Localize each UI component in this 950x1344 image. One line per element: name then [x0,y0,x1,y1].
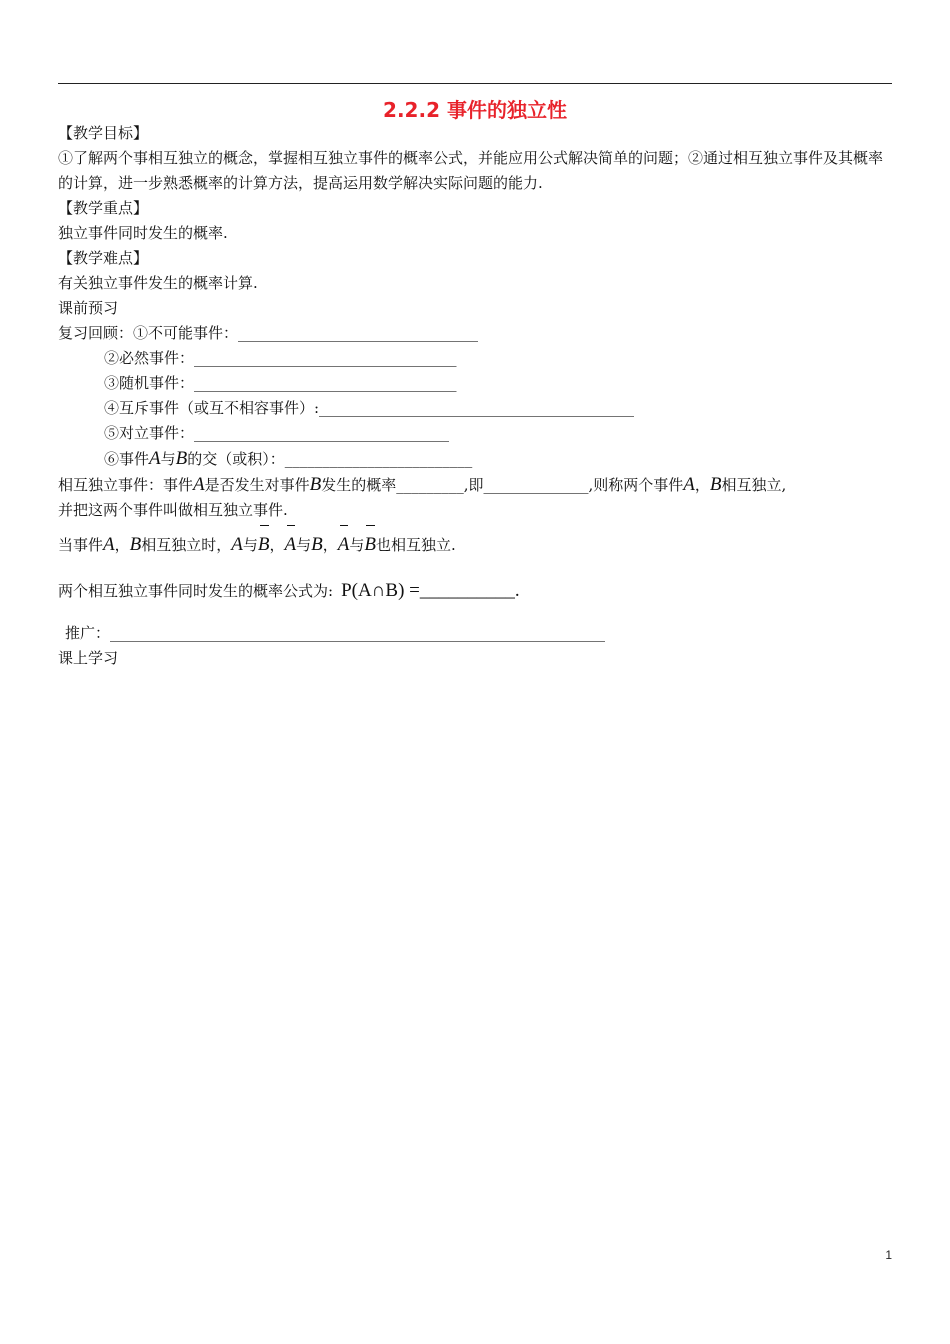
definition-mid1: 是否发生对事件 [204,476,310,494]
definition-sep: ， [694,476,710,494]
document-body [58,121,894,671]
variable-a: A [231,534,243,555]
variable-a-complement: A [285,529,297,561]
definition-line-2: 并把这两个事件叫做相互独立事件. [58,501,288,519]
variable-b-complement: B [258,529,270,561]
when-end: 也相互独立. [376,536,456,554]
independence-definition [58,472,894,498]
variable-a-complement: A [338,529,350,561]
variable-b: B [309,474,322,495]
when-mid: 相互独立时， [141,536,232,554]
review-exclusive-events: ④互斥事件（或互不相容事件）:__________________________________________ [104,399,635,417]
variable-b-complement: B [364,529,376,561]
when-yu: 与 [296,536,312,554]
variable-b: B [709,474,722,495]
review-certain-event: ②必然事件：___________________________________ [104,349,457,367]
formula-expression: P(A∩B) =__________. [341,580,520,601]
difficulties-text: 有关独立事件发生的概率计算. [58,274,258,292]
when-independent-line [58,529,894,561]
variable-b: B [175,448,188,469]
when-comma: ， [269,536,285,554]
preview-heading: 课前预习 [58,299,119,317]
when-yu: 与 [349,536,365,554]
objectives-heading: 【教学目标】 [58,124,149,142]
variable-a: A [193,474,205,495]
variable-b: B [311,534,323,555]
objectives-text: ①了解两个事相互独立的概念，掌握相互独立事件的概率公式，并能应用公式解决简单的问题；②通过相互独立事件及其概率的计算，进一步熟悉概率的计算方法，提高运用数学解决实际问题的能力. [58,149,884,192]
variable-a: A [103,534,115,555]
review-random-event: ③随机事件：___________________________________ [104,374,457,392]
definition-end: 相互独立, [721,476,787,494]
review-impossible-event: 复习回顾：①不可能事件：________________________________ [58,324,479,342]
difficulties-heading: 【教学难点】 [58,249,149,267]
key-points-text: 独立事件同时发生的概率. [58,224,228,242]
key-points-heading: 【教学重点】 [58,199,149,217]
definition-lead: 相互独立事件：事件 [58,476,194,494]
review-intersection-lead: ⑥事件 [104,450,150,468]
page-top-rule [58,83,892,84]
when-lead: 当事件 [58,536,104,554]
formula-lead: 两个相互独立事件同时发生的概率公式为: [58,582,334,600]
when-sep: ， [114,536,130,554]
variable-a: A [683,474,695,495]
page-title: 2.2.2 事件的独立性 [383,98,567,122]
review-intersection-event [58,446,894,472]
when-comma: ， [322,536,338,554]
review-intersection-and: 与 [160,450,176,468]
in-class-heading: 课上学习 [58,649,119,667]
when-yu: 与 [242,536,258,554]
variable-a: A [149,448,161,469]
probability-formula-line [58,575,894,607]
review-complementary-events: ⑤对立事件：__________________________________ [104,424,450,442]
page-number: 1 [885,1248,892,1262]
review-intersection-tail: 的交（或积）：_________________________ [187,450,473,468]
generalization-line: 推广：__________________________________________________________________ [65,624,606,642]
variable-b: B [129,534,142,555]
definition-mid2: 发生的概率_________,即______________,则称两个事件 [321,476,684,494]
